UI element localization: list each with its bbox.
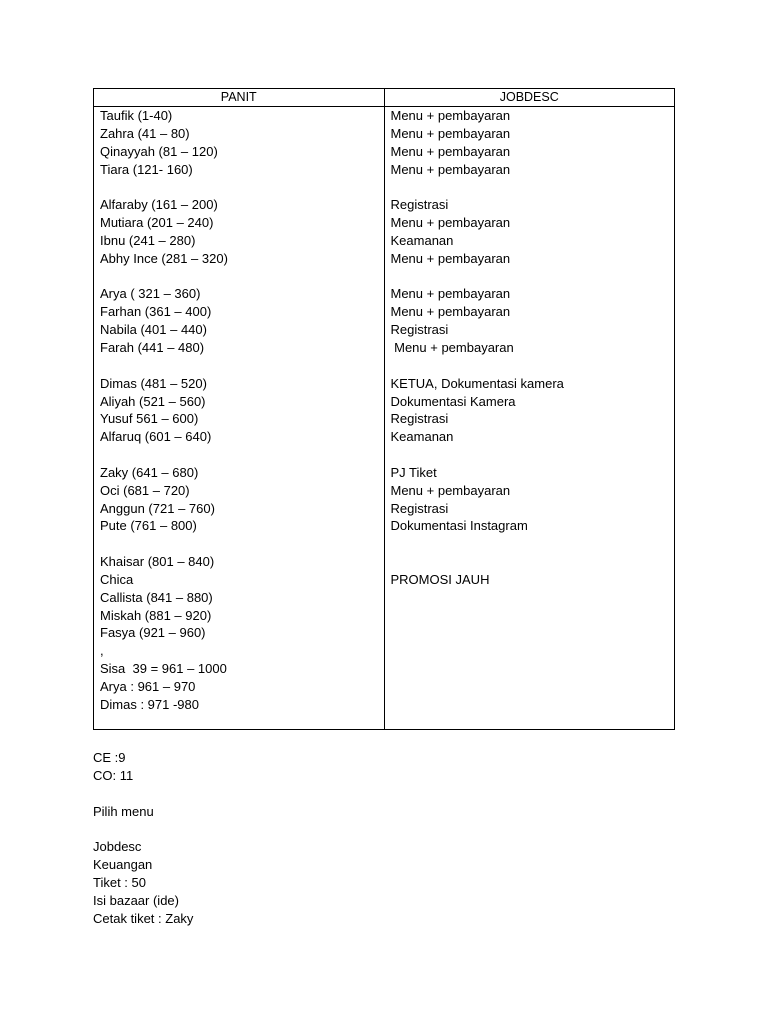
panit-list	[94, 107, 384, 714]
panit-line: Sisa 39 = 961 – 1000	[100, 661, 227, 677]
jobdesc-line: Keamanan	[390, 232, 454, 248]
panit-line	[100, 357, 384, 375]
jobdesc-line	[391, 535, 675, 553]
jobdesc-line: Menu + pembayaran	[390, 304, 511, 320]
panit-line	[100, 178, 384, 196]
jobdesc-line: Menu + pembayaran	[390, 339, 514, 355]
panit-line: Farhan (361 – 400)	[100, 304, 212, 320]
panit-line	[100, 268, 384, 286]
panit-line: Yusuf 561 – 600)	[100, 411, 199, 427]
panit-line: ,	[100, 643, 104, 659]
note-line: Isi bazaar (ide)	[93, 892, 179, 908]
jobdesc-line: Registrasi	[390, 411, 449, 427]
note-line: Keuangan	[93, 857, 153, 873]
note-line	[93, 820, 193, 838]
jobdesc-list	[385, 107, 675, 589]
jobdesc-cell	[384, 107, 675, 730]
jobdesc-line	[391, 268, 675, 286]
panit-line: Aliyah (521 – 560)	[100, 393, 206, 409]
jobdesc-line	[391, 357, 675, 375]
panit-line: Khaisar (801 – 840)	[100, 554, 215, 570]
note-line: CE :9	[93, 750, 126, 765]
panit-line	[100, 446, 384, 464]
note-line: Pilih menu	[93, 803, 154, 819]
panit-line: Dimas : 971 -980	[100, 696, 199, 712]
table-body-row	[94, 107, 675, 730]
panit-line: Zaky (641 – 680)	[100, 464, 199, 480]
panit-line: Dimas (481 – 520)	[100, 375, 207, 391]
jobdesc-line: Keamanan	[390, 429, 454, 445]
panit-line: Pute (761 – 800)	[100, 518, 197, 534]
panit-line: Chica	[100, 571, 134, 587]
notes-list	[93, 749, 193, 927]
panit-line: Arya ( 321 – 360)	[100, 286, 201, 302]
panit-cell	[94, 107, 385, 730]
panit-line: Mutiara (201 – 240)	[100, 215, 214, 231]
note-line: Jobdesc	[93, 839, 142, 855]
panit-line: Miskah (881 – 920)	[100, 607, 212, 623]
table-header-row	[94, 89, 675, 107]
jobdesc-line: Dokumentasi Kamera	[390, 393, 516, 409]
panit-line: Alfaruq (601 – 640)	[100, 429, 212, 445]
panit-line: Farah (441 – 480)	[100, 339, 205, 355]
panit-line: Zahra (41 – 80)	[100, 125, 190, 141]
jobdesc-line: Menu + pembayaran	[390, 143, 511, 159]
jobdesc-line: Menu + pembayaran	[390, 108, 511, 123]
jobdesc-line: Dokumentasi Instagram	[390, 518, 528, 534]
panit-line: Arya : 961 – 970	[100, 679, 196, 694]
jobdesc-line: Registrasi	[390, 197, 449, 213]
note-line: CO: 11	[93, 767, 134, 783]
jobdesc-line: Menu + pembayaran	[390, 250, 511, 266]
panit-line: Taufik (1-40)	[100, 108, 173, 123]
jobdesc-line: KETUA, Dokumentasi kamera	[390, 375, 564, 391]
header-panit: PANIT	[94, 89, 385, 107]
assignment-table	[93, 88, 675, 730]
jobdesc-line: PROMOSI JAUH	[390, 571, 490, 587]
header-jobdesc: JOBDESC	[384, 89, 675, 107]
panit-line: Ibnu (241 – 280)	[100, 232, 196, 248]
panit-line: Callista (841 – 880)	[100, 589, 213, 605]
jobdesc-line: Menu + pembayaran	[390, 215, 511, 231]
jobdesc-line	[391, 178, 675, 196]
panit-line: Abhy Ince (281 – 320)	[100, 250, 228, 266]
note-line: Cetak tiket : Zaky	[93, 910, 194, 926]
panit-line: Anggun (721 – 760)	[100, 500, 215, 516]
panit-line: Nabila (401 – 440)	[100, 322, 207, 338]
panit-line: Fasya (921 – 960)	[100, 625, 206, 641]
panit-line: Tiara (121- 160)	[100, 161, 193, 177]
jobdesc-line: Registrasi	[390, 322, 449, 338]
panit-line: Alfaraby (161 – 200)	[100, 197, 218, 213]
jobdesc-line	[391, 553, 675, 571]
jobdesc-line: Menu + pembayaran	[390, 161, 511, 177]
panit-line: Oci (681 – 720)	[100, 482, 190, 498]
jobdesc-line: Menu + pembayaran	[390, 286, 511, 302]
note-line	[93, 785, 193, 803]
jobdesc-line: Menu + pembayaran	[390, 125, 511, 141]
note-line: Tiket : 50	[93, 874, 146, 890]
jobdesc-line	[391, 446, 675, 464]
jobdesc-line: PJ Tiket	[390, 464, 437, 480]
panit-line: Qinayyah (81 – 120)	[100, 143, 218, 159]
jobdesc-line: Registrasi	[390, 500, 449, 516]
panit-line	[100, 535, 384, 553]
jobdesc-line: Menu + pembayaran	[390, 482, 511, 498]
